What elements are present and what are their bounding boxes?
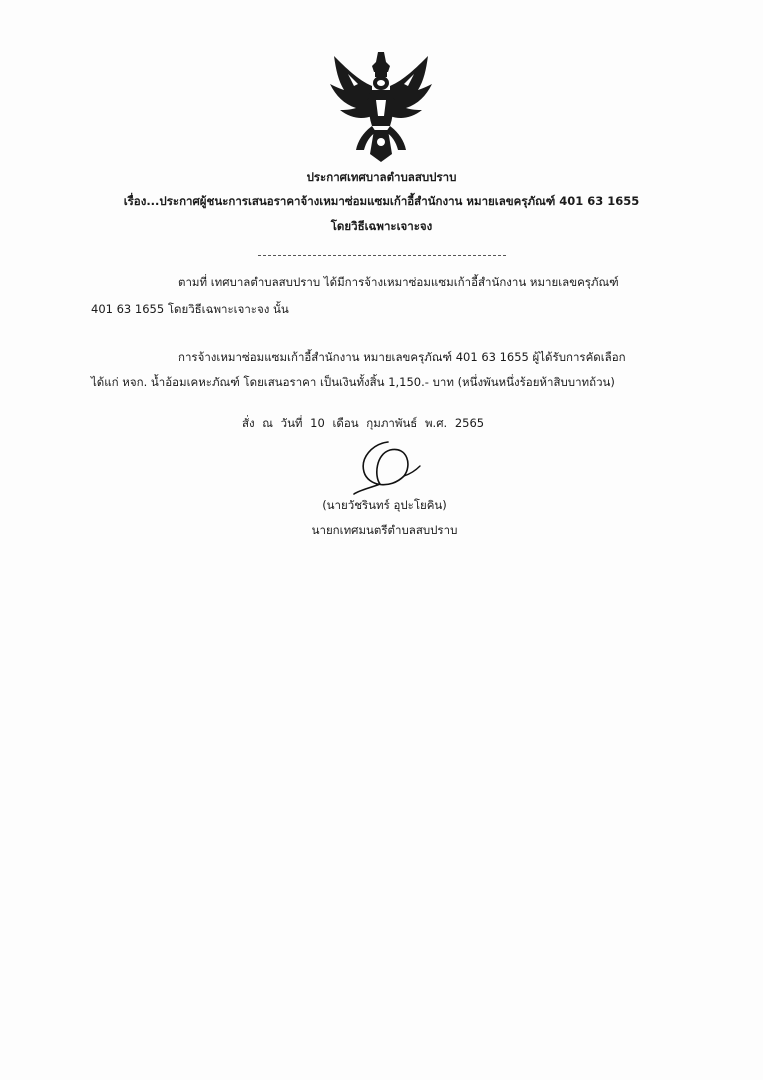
procurement-method: โดยวิธีเฉพาะเจาะจง (330, 219, 433, 233)
announcement-title: ประกาศเทศบาลตำบลสบปราบ (306, 170, 457, 184)
announcement-subject: เรื่อง...ประกาศผู้ชนะการเสนอราคาจ้างเหมาซ่อมแซมเก้าอี้สำนักงาน หมายเลขครุภัณฑ์ 401 63 1655 (123, 194, 640, 208)
paragraph-1-line-1: ตามที่ เทศบาลตำบลสบปราบ ได้มีการจ้างเหมาซ่อมแซมเก้าอี้สำนักงาน หมายเลขครุภัณฑ์ (178, 275, 619, 289)
divider (258, 255, 506, 256)
signer-title: นายกเทศมนตรีตำบลสบปราบ (311, 523, 458, 537)
signer-name: (นายวัชรินทร์ อุปะโยคิน) (322, 498, 447, 512)
paragraph-1-line-2: 401 63 1655 โดยวิธีเฉพาะเจาะจง นั้น (91, 302, 289, 316)
given-date: สั่ง ณ วันที่ 10 เดือน กุมภาพันธ์ พ.ศ. 2565 (242, 416, 485, 430)
handwritten-signature (350, 436, 430, 496)
paragraph-2-line-2: ได้แก่ หจก. น้ำอ้อมเคหะภัณฑ์ โดยเสนอราคา เป็นเงินทั้งสิ้น 1,150.- บาท (หนึ่งพันหนึ่งร้อยห้าสิบบาทถ้วน) (91, 375, 615, 389)
garuda-emblem (328, 50, 434, 162)
paragraph-2-line-1: การจ้างเหมาซ่อมแซมเก้าอี้สำนักงาน หมายเลขครุภัณฑ์ 401 63 1655 ผู้ได้รับการคัดเลือก (178, 350, 626, 364)
